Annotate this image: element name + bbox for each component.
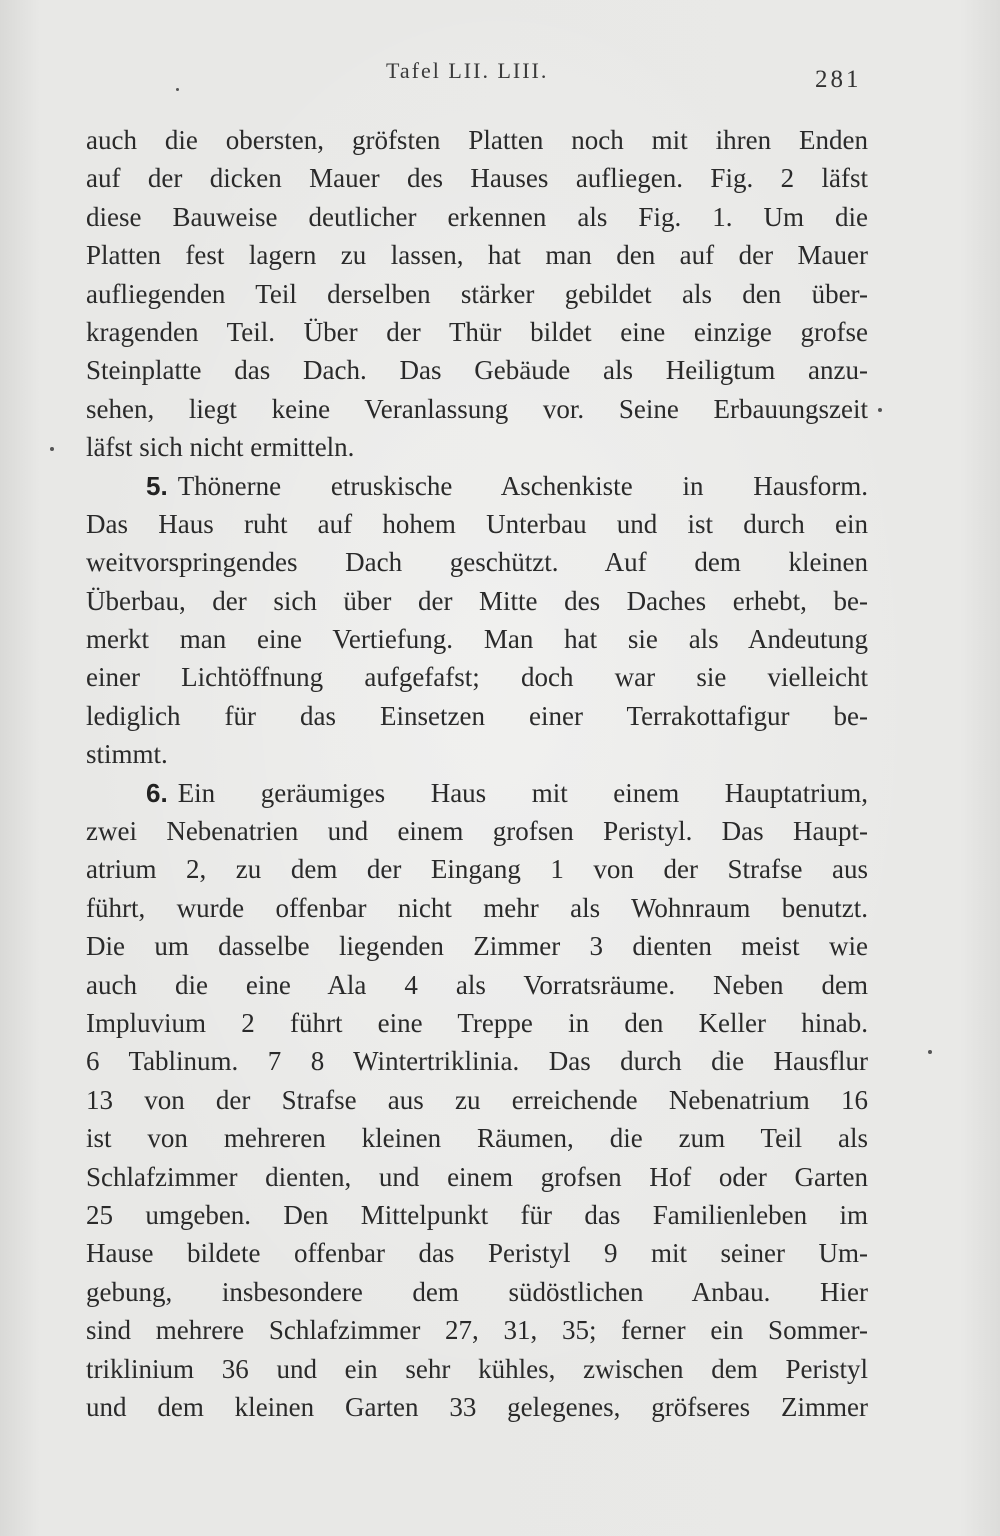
text-line: Überbau, der sich über der Mitte des Daches erhebt, be- bbox=[86, 585, 868, 616]
print-speck bbox=[50, 447, 54, 451]
text-line: einer Lichtöffnung aufgefafst; doch war sie vielleicht bbox=[86, 662, 868, 693]
text-line: sind mehrere Schlafzimmer 27, 31, 35; ferner ein Sommer- bbox=[86, 1315, 868, 1346]
text-line: Steinplatte das Dach. Das Gebäude als Heiligtum anzu- bbox=[86, 355, 868, 386]
text-line: ist von mehreren kleinen Räumen, die zum Teil als bbox=[86, 1123, 868, 1154]
text-line: lediglich für das Einsetzen einer Terrakottafigur be- bbox=[86, 700, 868, 731]
text-line: weitvorspringendes Dach geschützt. Auf dem kleinen bbox=[86, 547, 868, 578]
text-line: zwei Nebenatrien und einem grofsen Peristyl. Das Haupt- bbox=[86, 816, 868, 847]
text-line: auch die obersten, gröfsten Platten noch mit ihren Enden bbox=[86, 125, 868, 155]
text-line: gebung, insbesondere dem südöstlichen Anbau. Hier bbox=[86, 1276, 868, 1307]
print-speck bbox=[176, 88, 179, 91]
text-line: Die um dasselbe liegenden Zimmer 3 dienten meist wie bbox=[86, 931, 868, 962]
text-line: Impluvium 2 führt eine Treppe in den Keller hinab. bbox=[86, 1007, 868, 1038]
text-line: Platten fest lagern zu lassen, hat man den auf der Mauer bbox=[86, 240, 868, 271]
text-line: 6 Tablinum. 7 8 Wintertriklinia. Das durch die Hausflur bbox=[86, 1046, 868, 1077]
text-line: atrium 2, zu dem der Eingang 1 von der Strafse aus bbox=[86, 854, 868, 885]
text-line: stimmt. bbox=[86, 739, 168, 770]
text-line: aufliegenden Teil derselben stärker gebildet als den über- bbox=[86, 278, 868, 309]
text-line: 13 von der Strafse aus zu erreichende Nebenatrium 16 bbox=[86, 1084, 868, 1115]
text-line: führt, wurde offenbar nicht mehr als Wohnraum benutzt. bbox=[86, 892, 868, 923]
text-line: Hause bildete offenbar das Peristyl 9 mit seiner Um- bbox=[86, 1238, 868, 1269]
print-speck bbox=[878, 408, 882, 412]
section-5-first-line: Thönerne etruskische Aschenkiste in Hausform. bbox=[177, 470, 868, 501]
text-line: läfst sich nicht ermitteln. bbox=[86, 432, 355, 463]
running-head bbox=[0, 58, 1000, 98]
section-5-heading-line bbox=[86, 467, 868, 505]
text-line: Das Haus ruht auf hohem Unterbau und ist durch ein bbox=[86, 508, 868, 539]
text-line: kragenden Teil. Über der Thür bildet eine einzige grofse bbox=[86, 316, 868, 347]
section-number: 5. bbox=[146, 470, 168, 501]
text-line: 25 umgeben. Den Mittelpunkt für das Familienleben im bbox=[86, 1199, 868, 1230]
text-line: triklinium 36 und ein sehr kühles, zwischen dem Peristyl bbox=[86, 1353, 868, 1384]
text-line: auf der dicken Mauer des Hauses aufliegen. Fig. 2 läfst bbox=[86, 163, 868, 194]
text-line: auch die eine Ala 4 als Vorratsräume. Neben dem bbox=[86, 969, 868, 1000]
running-title: Tafel LII. LIII. bbox=[386, 58, 549, 83]
text-line: Schlafzimmer dienten, und einem grofsen Hof oder Garten bbox=[86, 1161, 868, 1192]
text-line: merkt man eine Vertiefung. Man hat sie als Andeutung bbox=[86, 624, 868, 655]
section-6-first-line: Ein geräumiges Haus mit einem Hauptatrium, bbox=[177, 777, 868, 808]
text-line: sehen, liegt keine Veranlassung vor. Seine Erbauungszeit bbox=[86, 393, 868, 424]
page-number: 281 bbox=[815, 66, 862, 93]
body-text bbox=[86, 121, 868, 1426]
print-speck bbox=[928, 1050, 932, 1054]
text-line: diese Bauweise deutlicher erkennen als Fig. 1. Um die bbox=[86, 201, 868, 232]
section-6-heading-line bbox=[86, 774, 868, 812]
text-line: und dem kleinen Garten 33 gelegenes, gröfseres Zimmer bbox=[86, 1391, 868, 1422]
section-number: 6. bbox=[146, 777, 168, 808]
